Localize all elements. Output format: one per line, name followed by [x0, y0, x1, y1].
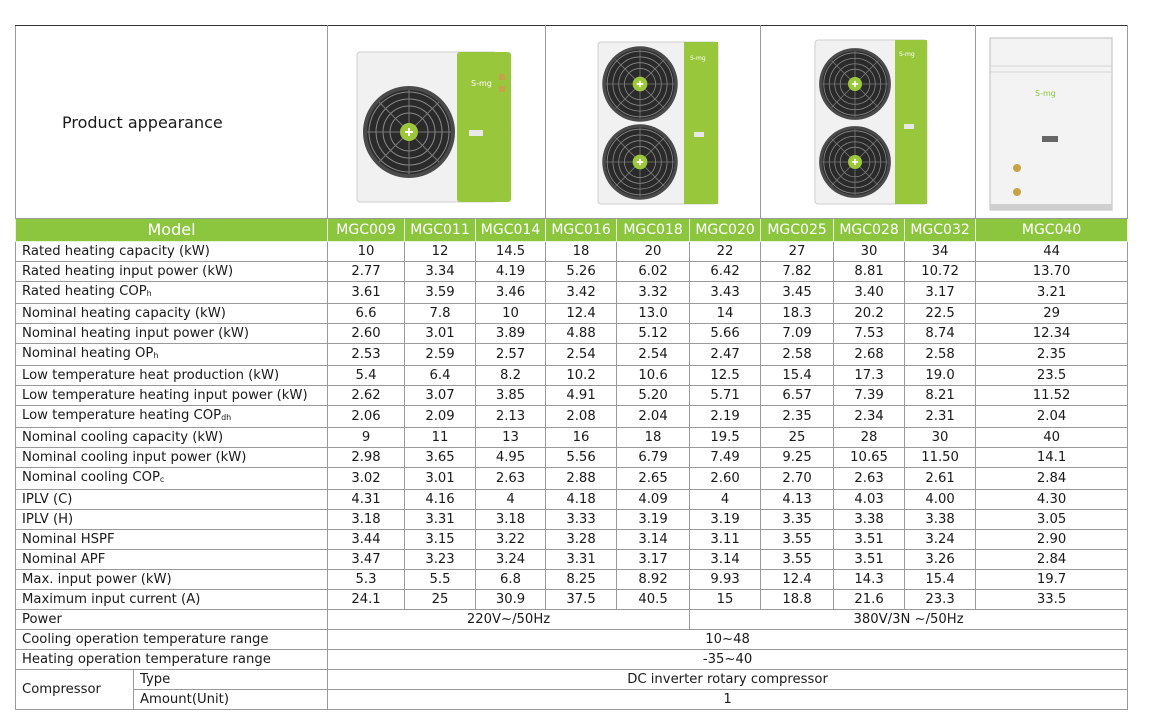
spec-row: [16, 530, 1128, 550]
spec-value: 3.61: [328, 282, 405, 304]
spec-value: 3.89: [476, 324, 546, 344]
spec-value: 3.42: [546, 282, 617, 304]
spec-value: 10.72: [905, 262, 976, 282]
spec-value: 3.19: [690, 510, 761, 530]
spec-value: 3.51: [834, 550, 905, 570]
spec-value: 2.19: [690, 406, 761, 428]
spec-value: 3.28: [546, 530, 617, 550]
spec-value: 30.9: [476, 590, 546, 610]
spec-value: 4.03: [834, 490, 905, 510]
spec-value: 20: [617, 242, 690, 262]
spec-value: 3.45: [761, 282, 834, 304]
spec-value: 5.12: [617, 324, 690, 344]
spec-value: 12.5: [690, 366, 761, 386]
spec-row: [16, 324, 1128, 344]
product-image-mgc040: [976, 26, 1128, 219]
product-image-mgc025-032: [761, 26, 976, 219]
spec-value: 2.70: [761, 468, 834, 490]
spec-table: [15, 25, 1128, 710]
spec-value: 8.92: [617, 570, 690, 590]
spec-value: 10.2: [546, 366, 617, 386]
spec-value: 16: [546, 428, 617, 448]
spec-value: 4.16: [405, 490, 476, 510]
spec-value: 10.6: [617, 366, 690, 386]
spec-value: 12.4: [546, 304, 617, 324]
spec-value: 20.2: [834, 304, 905, 324]
spec-value: 2.35: [761, 406, 834, 428]
spec-row: [16, 282, 1128, 304]
spec-value: 3.44: [328, 530, 405, 550]
spec-value: 6.42: [690, 262, 761, 282]
spec-value: 19.7: [976, 570, 1128, 590]
brand-logo: S-mg: [899, 51, 915, 58]
spec-value: 3.55: [761, 550, 834, 570]
spec-value: 2.54: [617, 344, 690, 366]
spec-row: [16, 386, 1128, 406]
spec-value: 3.11: [690, 530, 761, 550]
spec-value: 7.8: [405, 304, 476, 324]
spec-label: Nominal heating input power (kW): [16, 324, 328, 344]
spec-row: [16, 570, 1128, 590]
spec-value: 2.61: [905, 468, 976, 490]
spec-value: 2.62: [328, 386, 405, 406]
spec-value: 3.24: [905, 530, 976, 550]
spec-value: 2.84: [976, 468, 1128, 490]
spec-value: 12.34: [976, 324, 1128, 344]
spec-value: 29: [976, 304, 1128, 324]
spec-value: 3.55: [761, 530, 834, 550]
spec-value: 37.5: [546, 590, 617, 610]
spec-value: 5.66: [690, 324, 761, 344]
spec-value: 19.5: [690, 428, 761, 448]
spec-label: Nominal heating $OP_h$: [16, 344, 328, 366]
spec-value: 12: [405, 242, 476, 262]
spec-value: 9: [328, 428, 405, 448]
model-cell: MGC014: [476, 219, 546, 242]
spec-value: 4.31: [328, 490, 405, 510]
spec-value: 5.26: [546, 262, 617, 282]
spec-value: 7.53: [834, 324, 905, 344]
spec-value: 8.21: [905, 386, 976, 406]
spec-value: 4.30: [976, 490, 1128, 510]
spec-value: 19.0: [905, 366, 976, 386]
brand-logo: S-mg: [1034, 89, 1056, 98]
spec-value: 21.6: [834, 590, 905, 610]
power-row: [16, 610, 1128, 630]
spec-value: 5.20: [617, 386, 690, 406]
spec-value: 3.85: [476, 386, 546, 406]
spec-value: 3.22: [476, 530, 546, 550]
spec-value: 17.3: [834, 366, 905, 386]
spec-value: 2.59: [405, 344, 476, 366]
compressor-label: Compressor: [16, 670, 134, 710]
spec-value: 11.50: [905, 448, 976, 468]
spec-value: 2.77: [328, 262, 405, 282]
spec-value: 4.19: [476, 262, 546, 282]
spec-value: 40.5: [617, 590, 690, 610]
spec-value: 2.53: [328, 344, 405, 366]
product-image-mgc009-014: [328, 26, 546, 219]
spec-value: 3.14: [690, 550, 761, 570]
spec-value: 23.3: [905, 590, 976, 610]
spec-value: 3.17: [905, 282, 976, 304]
spec-value: 4.00: [905, 490, 976, 510]
spec-value: 30: [905, 428, 976, 448]
product-appearance-label: Product appearance: [16, 26, 328, 219]
model-header-row: [16, 219, 1128, 242]
spec-value: 33.5: [976, 590, 1128, 610]
spec-value: 15.4: [905, 570, 976, 590]
spec-value: 2.31: [905, 406, 976, 428]
spec-row: [16, 242, 1128, 262]
power-single-phase: 220V~/50Hz: [328, 610, 690, 630]
spec-value: 3.24: [476, 550, 546, 570]
compressor-type-label: Type: [134, 670, 328, 690]
spec-value: 7.49: [690, 448, 761, 468]
spec-value: 4.91: [546, 386, 617, 406]
spec-value: 13: [476, 428, 546, 448]
cooling-range-row: [16, 630, 1128, 650]
spec-value: 3.15: [405, 530, 476, 550]
spec-value: 2.13: [476, 406, 546, 428]
spec-value: 3.31: [546, 550, 617, 570]
spec-value: 7.09: [761, 324, 834, 344]
spec-value: 3.59: [405, 282, 476, 304]
spec-value: 6.79: [617, 448, 690, 468]
spec-label: Nominal cooling input power (kW): [16, 448, 328, 468]
spec-value: 5.56: [546, 448, 617, 468]
spec-label: Low temperature heat production (kW): [16, 366, 328, 386]
spec-value: 18: [546, 242, 617, 262]
spec-value: 40: [976, 428, 1128, 448]
spec-value: 8.25: [546, 570, 617, 590]
spec-value: 3.31: [405, 510, 476, 530]
spec-value: 3.18: [328, 510, 405, 530]
spec-value: 13.0: [617, 304, 690, 324]
spec-label: Max. input power (kW): [16, 570, 328, 590]
spec-value: 3.43: [690, 282, 761, 304]
spec-value: 5.71: [690, 386, 761, 406]
spec-row: [16, 510, 1128, 530]
heating-range-row: [16, 650, 1128, 670]
heating-range-label: Heating operation temperature range: [16, 650, 328, 670]
spec-label: Rated heating input power (kW): [16, 262, 328, 282]
spec-value: 23.5: [976, 366, 1128, 386]
model-cell: MGC016: [546, 219, 617, 242]
spec-value: 10: [328, 242, 405, 262]
spec-value: 2.04: [976, 406, 1128, 428]
spec-label: IPLV (C): [16, 490, 328, 510]
spec-value: 2.65: [617, 468, 690, 490]
spec-value: 22: [690, 242, 761, 262]
brand-logo: S-mg: [690, 55, 706, 62]
spec-value: 2.58: [761, 344, 834, 366]
spec-value: 3.46: [476, 282, 546, 304]
spec-value: 6.6: [328, 304, 405, 324]
spec-value: 15.4: [761, 366, 834, 386]
model-cell: MGC032: [905, 219, 976, 242]
spec-value: 7.39: [834, 386, 905, 406]
spec-value: 6.57: [761, 386, 834, 406]
spec-value: 2.57: [476, 344, 546, 366]
spec-value: 2.63: [476, 468, 546, 490]
compressor-amount-label: Amount(Unit): [134, 690, 328, 710]
spec-label: Rated heating capacity (kW): [16, 242, 328, 262]
spec-row: [16, 448, 1128, 468]
model-cell: MGC025: [761, 219, 834, 242]
spec-row: [16, 490, 1128, 510]
model-cell: MGC040: [976, 219, 1128, 242]
spec-value: 2.98: [328, 448, 405, 468]
model-cell: MGC020: [690, 219, 761, 242]
spec-value: 9.93: [690, 570, 761, 590]
spec-value: 2.88: [546, 468, 617, 490]
compressor-amount-value: 1: [328, 690, 1128, 710]
spec-value: 4: [476, 490, 546, 510]
spec-value: 5.4: [328, 366, 405, 386]
brand-logo: S-mg: [470, 79, 492, 88]
spec-value: 8.74: [905, 324, 976, 344]
compressor-type-value: DC inverter rotary compressor: [328, 670, 1128, 690]
spec-label: Nominal cooling $COP_c$: [16, 468, 328, 490]
spec-value: 2.68: [834, 344, 905, 366]
spec-value: 3.05: [976, 510, 1128, 530]
spec-value: 11: [405, 428, 476, 448]
spec-value: 6.02: [617, 262, 690, 282]
spec-value: 2.34: [834, 406, 905, 428]
model-cell: MGC028: [834, 219, 905, 242]
spec-value: 4.88: [546, 324, 617, 344]
spec-value: 3.40: [834, 282, 905, 304]
spec-value: 5.3: [328, 570, 405, 590]
spec-row: [16, 406, 1128, 428]
spec-value: 2.90: [976, 530, 1128, 550]
compressor-amount-row: [16, 690, 1128, 710]
spec-value: 3.38: [905, 510, 976, 530]
spec-label: Nominal HSPF: [16, 530, 328, 550]
spec-value: 3.34: [405, 262, 476, 282]
spec-value: 24.1: [328, 590, 405, 610]
spec-value: 4.09: [617, 490, 690, 510]
spec-value: 15: [690, 590, 761, 610]
spec-row: [16, 550, 1128, 570]
spec-row: [16, 344, 1128, 366]
spec-label: Nominal cooling capacity (kW): [16, 428, 328, 448]
spec-value: 34: [905, 242, 976, 262]
spec-value: 25: [761, 428, 834, 448]
spec-value: 3.21: [976, 282, 1128, 304]
spec-value: 14.3: [834, 570, 905, 590]
spec-value: 2.60: [328, 324, 405, 344]
spec-value: 3.02: [328, 468, 405, 490]
model-header: Model: [16, 219, 328, 242]
spec-value: 3.38: [834, 510, 905, 530]
spec-value: 3.17: [617, 550, 690, 570]
spec-value: 2.08: [546, 406, 617, 428]
spec-value: 13.70: [976, 262, 1128, 282]
spec-value: 2.54: [546, 344, 617, 366]
spec-label: Maximum input current (A): [16, 590, 328, 610]
spec-value: 12.4: [761, 570, 834, 590]
spec-row: [16, 468, 1128, 490]
spec-value: 4: [690, 490, 761, 510]
spec-value: 14.5: [476, 242, 546, 262]
spec-value: 10.65: [834, 448, 905, 468]
model-cell: MGC018: [617, 219, 690, 242]
spec-value: 2.06: [328, 406, 405, 428]
spec-value: 3.65: [405, 448, 476, 468]
spec-value: 3.01: [405, 324, 476, 344]
spec-label: Low temperature heating $COP_{dh}$: [16, 406, 328, 428]
spec-value: 4.18: [546, 490, 617, 510]
spec-value: 25: [405, 590, 476, 610]
spec-value: 11.52: [976, 386, 1128, 406]
cooling-range-value: 10~48: [328, 630, 1128, 650]
spec-value: 2.47: [690, 344, 761, 366]
spec-value: 2.35: [976, 344, 1128, 366]
spec-value: 14: [690, 304, 761, 324]
spec-value: 9.25: [761, 448, 834, 468]
spec-label: Low temperature heating input power (kW): [16, 386, 328, 406]
spec-value: 10: [476, 304, 546, 324]
spec-value: 6.4: [405, 366, 476, 386]
spec-value: 3.26: [905, 550, 976, 570]
spec-row: [16, 366, 1128, 386]
spec-value: 3.47: [328, 550, 405, 570]
spec-value: 3.19: [617, 510, 690, 530]
model-cell: MGC011: [405, 219, 476, 242]
spec-value: 14.1: [976, 448, 1128, 468]
model-cell: MGC009: [328, 219, 405, 242]
spec-value: 18.8: [761, 590, 834, 610]
spec-row: [16, 428, 1128, 448]
compressor-type-row: [16, 670, 1128, 690]
product-image-mgc016-020: [546, 26, 761, 219]
spec-value: 28: [834, 428, 905, 448]
spec-value: 2.04: [617, 406, 690, 428]
spec-value: 7.82: [761, 262, 834, 282]
power-label: Power: [16, 610, 328, 630]
spec-value: 3.01: [405, 468, 476, 490]
spec-label: Rated heating $COP_h$: [16, 282, 328, 304]
spec-value: 3.51: [834, 530, 905, 550]
spec-row: [16, 262, 1128, 282]
spec-value: 44: [976, 242, 1128, 262]
spec-value: 6.8: [476, 570, 546, 590]
cooling-range-label: Cooling operation temperature range: [16, 630, 328, 650]
power-three-phase: 380V/3N ~/50Hz: [690, 610, 1128, 630]
spec-value: 2.63: [834, 468, 905, 490]
spec-label: IPLV (H): [16, 510, 328, 530]
spec-value: 22.5: [905, 304, 976, 324]
spec-value: 3.35: [761, 510, 834, 530]
spec-value: 18.3: [761, 304, 834, 324]
spec-value: 4.13: [761, 490, 834, 510]
spec-value: 3.33: [546, 510, 617, 530]
spec-value: 3.07: [405, 386, 476, 406]
spec-value: 3.23: [405, 550, 476, 570]
spec-value: 3.18: [476, 510, 546, 530]
spec-value: 2.84: [976, 550, 1128, 570]
spec-value: 3.32: [617, 282, 690, 304]
spec-row: [16, 304, 1128, 324]
spec-value: 3.14: [617, 530, 690, 550]
spec-value: 30: [834, 242, 905, 262]
spec-value: 2.60: [690, 468, 761, 490]
spec-value: 5.5: [405, 570, 476, 590]
spec-label: Nominal APF: [16, 550, 328, 570]
spec-label: Nominal heating capacity (kW): [16, 304, 328, 324]
spec-value: 2.58: [905, 344, 976, 366]
spec-value: 27: [761, 242, 834, 262]
spec-value: 8.81: [834, 262, 905, 282]
spec-value: 4.95: [476, 448, 546, 468]
spec-value: 18: [617, 428, 690, 448]
heating-range-value: -35~40: [328, 650, 1128, 670]
spec-row: [16, 590, 1128, 610]
spec-value: 2.09: [405, 406, 476, 428]
spec-value: 8.2: [476, 366, 546, 386]
